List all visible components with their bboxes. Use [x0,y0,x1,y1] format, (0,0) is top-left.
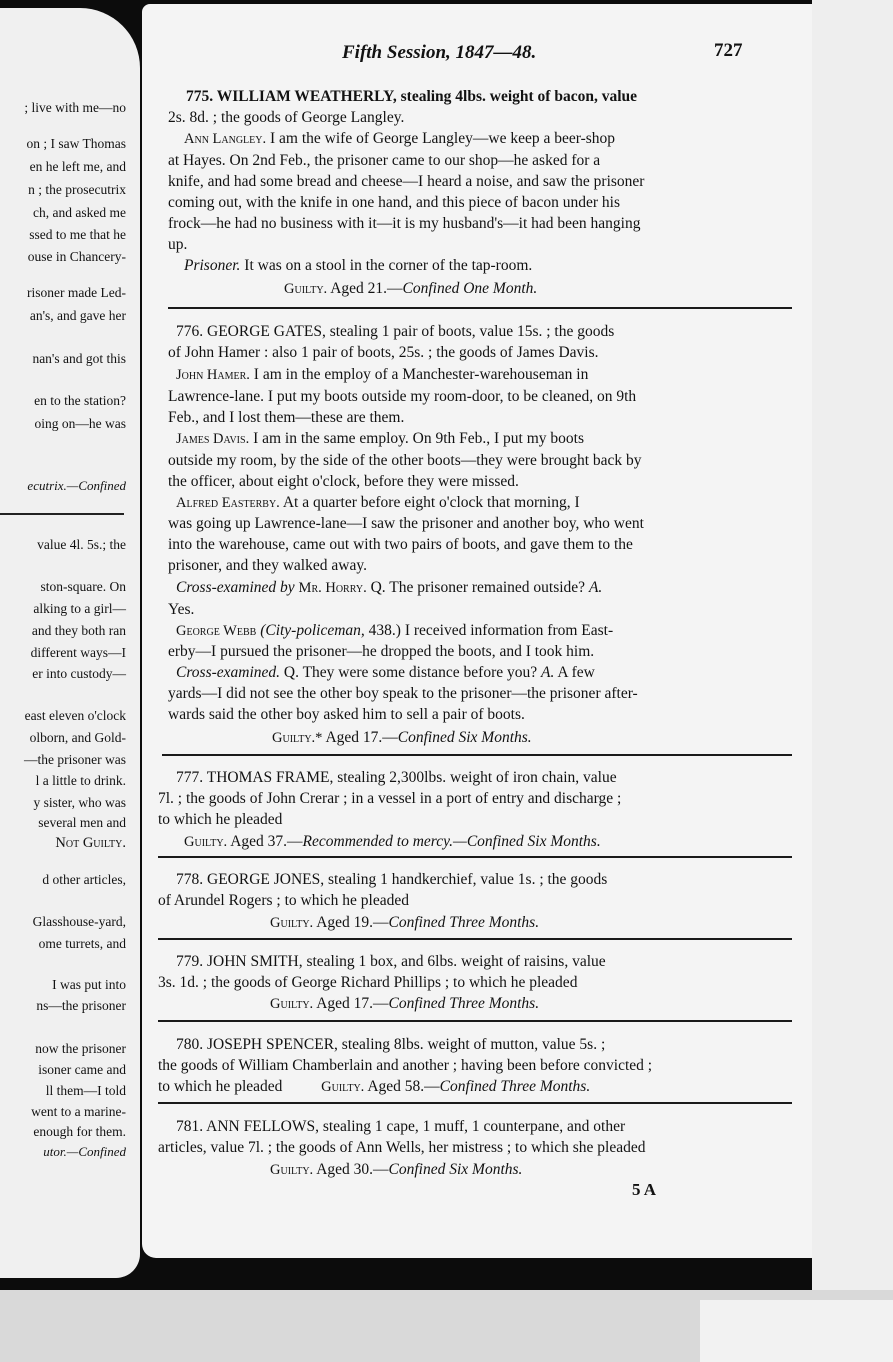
left-line: I was put into [52,977,126,992]
left-line: —the prisoner was [24,752,126,767]
age: Aged 58.— [367,1078,440,1095]
answer-marker: A. [541,664,555,681]
case-line: to which he pleaded [158,811,283,828]
case-line [184,129,615,149]
case-line [176,365,588,385]
verdict-line [284,279,537,299]
age: Aged 30.— [316,1161,389,1178]
case-line: of John Hamer : also 1 pair of boots, 25s. ; the goods of James Davis. [168,344,599,361]
sentence: Confined Three Months. [388,914,540,931]
right-page [142,4,812,1258]
case-line: articles, value 7l. ; the goods of Ann Wells, her mistress ; to which she pleaded [158,1139,646,1156]
case-line [176,663,595,683]
verdict: Guilty. [270,996,314,1012]
testimony: I am in the same employ. On 9th Feb., I put my boots [253,430,584,447]
case-line: Feb., and I lost them—these are them. [168,409,405,426]
case-line: to which he pleaded [158,1078,283,1095]
case-heading: 776. GEORGE GATES, stealing 1 pair of boots, value 15s. ; the goods [176,323,615,340]
verdict: Guilty. [270,915,314,931]
testimony: It was on a stool in the corner of the tap-room. [244,257,533,274]
case-line: 2s. 8d. ; the goods of George Langley. [168,109,405,126]
case-divider [158,938,792,940]
verdict-line [270,994,539,1014]
signature-mark: 5 A [632,1180,657,1199]
testimony: At a quarter before eight o'clock that morning, I [282,494,580,511]
left-line: ssed to me that he [29,227,126,242]
witness-name: John Hamer. [176,367,250,383]
sentence: Confined Three Months. [388,995,540,1012]
case-line: coming out, with the knife in one hand, and this piece of bacon under his [168,194,620,211]
left-line: ch, and asked me [33,205,126,220]
case-line: yards—I did not see the other boy speak to the prisoner—the prisoner after- [168,685,638,702]
counsel-name: Mr. Horry. [298,580,367,596]
testimony: I am the wife of George Langley—we keep a beer-shop [270,130,616,147]
case-divider [158,1102,792,1104]
case-line: the goods of William Chamberlain and another ; having been before convicted ; [158,1057,653,1074]
verdict: Guilty. [184,834,228,850]
testimony: Q. The prisoner remained outside? [370,579,586,596]
left-line: utor.—Confined [43,1144,126,1159]
witness-role: (City-policeman, [260,622,365,639]
case-heading: 777. THOMAS FRAME, stealing 2,300lbs. weight of iron chain, value [176,769,617,786]
case-line [176,578,602,598]
left-line: on ; I saw Thomas [26,136,126,151]
case-heading: 778. GEORGE JONES, stealing 1 handkerchief, value 1s. ; the goods [176,871,608,888]
witness-name: Prisoner. [184,257,241,274]
case-line: wards said the other boy asked him to sell a pair of boots. [168,706,525,723]
case-line [176,493,580,513]
case-line: outside my room, by the side of the other boots—they were brought back by [168,452,642,469]
cross-examined: Cross-examined by [176,579,295,596]
left-line: ouse in Chancery- [27,249,126,264]
left-line: olborn, and Gold- [29,730,126,745]
verdict: Guilty. [270,1162,314,1178]
case-line: knife, and had some bread and cheese—I heard a noise, and saw the prisoner [168,173,645,190]
sentence: Confined Six Months. [466,833,601,850]
verdict: Guilty.* [272,730,323,746]
sentence: Confined One Month. [402,280,538,297]
left-line: ns—the prisoner [36,998,126,1013]
case-line: prisoner, and they walked away. [168,557,367,574]
verdict-line [184,832,601,852]
case-line [176,429,584,449]
left-line: several men and [38,815,126,830]
witness-name: George Webb [176,623,257,639]
testimony: I am in the employ of a Manchester-warehouseman in [253,366,589,383]
case-heading: 781. ANN FELLOWS, stealing 1 cape, 1 muff, 1 counterpane, and other [176,1118,626,1135]
left-line: ston-square. On [40,579,126,594]
case-line: Yes. [168,601,195,618]
left-line: en he left me, and [29,159,126,174]
left-line: ; live with me—no [24,100,126,115]
case-line: up. [168,236,188,253]
sentence: Confined Three Months. [439,1078,591,1095]
left-line: value 4l. 5s.; the [37,537,126,552]
left-line: ll them—I told [45,1083,126,1098]
left-line: er into custody— [32,666,126,681]
testimony: 438.) I received information from East- [368,622,614,639]
left-line: y sister, who was [33,795,126,810]
answer-marker: A. [588,579,603,596]
recommendation: Recommended to mercy.— [302,833,467,850]
sentence: Confined Six Months. [397,729,532,746]
case-line: was going up Lawrence-lane—I saw the prisoner and another boy, who went [168,515,644,532]
verdict: Guilty. [321,1079,365,1095]
left-line: went to a marine- [31,1104,126,1119]
case-divider [162,754,792,756]
left-line: en to the station? [34,393,126,408]
background-bottom-light [700,1300,893,1362]
left-line: d other articles, [42,872,126,887]
left-line: alking to a girl— [33,601,126,616]
case-heading: 780. JOSEPH SPENCER, stealing 8lbs. weight of mutton, value 5s. ; [176,1036,606,1053]
verdict-line [272,728,532,748]
verdict-line [270,1160,522,1180]
case-line: the officer, about eight o'clock, before they were missed. [168,473,519,490]
age: Aged 21.— [330,280,403,297]
left-line: n ; the prosecutrix [28,182,126,197]
left-page [0,8,140,1278]
verdict-line [158,1077,590,1097]
age: Aged 17.— [316,995,389,1012]
case-line: at Hayes. On 2nd Feb., the prisoner came to our shop—he asked for a [168,152,601,169]
case-divider [168,307,792,309]
case-line: Lawrence-lane. I put my boots outside my room-door, to be cleaned, on 9th [168,388,637,405]
case-line: into the warehouse, came out with two pairs of boots, and gave them to the [168,536,633,553]
left-line: risoner made Led- [27,285,126,300]
case-heading: 775. WILLIAM WEATHERLY, stealing 4lbs. weight of bacon, value [186,88,638,105]
left-line: now the prisoner [35,1041,126,1056]
witness-name: Alfred Easterby. [176,495,280,511]
left-line: nan's and got this [32,351,126,366]
left-line: Glasshouse-yard, [32,914,126,929]
left-line: isoner came and [38,1062,126,1077]
background-right [812,0,893,1362]
left-line: l a little to drink. [35,773,126,788]
witness-name: Ann Langley. [184,131,267,147]
page-number: 727 [714,40,743,61]
left-divider [0,513,124,515]
age: Aged 37.— [230,833,303,850]
left-line: and they both ran [31,623,126,638]
testimony: A few [557,664,595,681]
left-line: an's, and gave her [29,308,126,323]
testimony: Q. They were some distance before you? [283,664,538,681]
age: Aged 17.— [325,729,398,746]
left-line: enough for them. [33,1124,126,1139]
left-line: ome turrets, and [38,936,126,951]
case-divider [158,856,792,858]
left-line: Not Guilty. [55,835,126,851]
case-heading: 779. JOHN SMITH, stealing 1 box, and 6lbs. weight of raisins, value [176,953,606,970]
left-line: east eleven o'clock [24,708,126,723]
case-line: of Arundel Rogers ; to which he pleaded [158,892,409,909]
case-line: 7l. ; the goods of John Crerar ; in a vessel in a port of entry and discharge ; [158,790,622,807]
running-header: Fifth Session, 1847—48. [342,42,537,63]
verdict: Guilty. [284,281,328,297]
case-divider [158,1020,792,1022]
cross-examined: Cross-examined. [176,664,281,681]
case-line [176,621,613,641]
left-line: oing on—he was [34,416,126,431]
age: Aged 19.— [316,914,389,931]
case-line: erby—I pursued the prisoner—he dropped the boots, and I took him. [168,643,595,660]
verdict-line [270,913,539,933]
sentence: Confined Six Months. [388,1161,523,1178]
case-line [184,256,532,276]
case-line: 3s. 1d. ; the goods of George Richard Phillips ; to which he pleaded [158,974,578,991]
left-line: ecutrix.—Confined [27,478,126,493]
case-line: frock—he had no business with it—it is my husband's—it had been hanging [168,215,641,232]
witness-name: James Davis. [176,431,250,447]
left-line: different ways—I [30,645,126,660]
